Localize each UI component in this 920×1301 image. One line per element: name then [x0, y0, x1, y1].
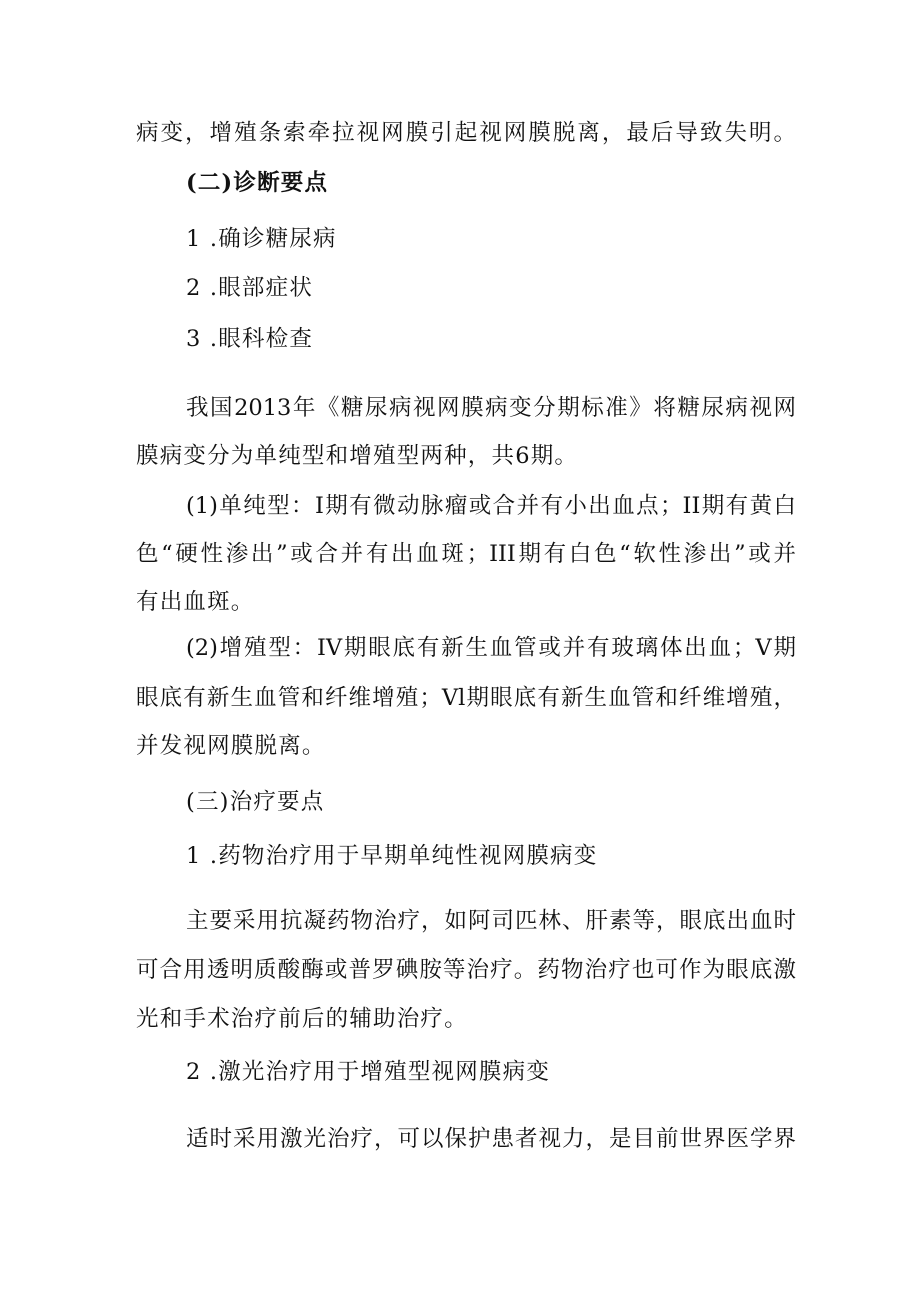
paragraph-line: 病变，增殖条索牵拉视网膜引起视网膜脱离，最后导致失明。 [136, 120, 796, 146]
paragraph-line: 适时采用激光治疗，可以保护患者视力，是目前世界医学界 [186, 1126, 796, 1152]
section-heading-treatment: (三)治疗要点 [186, 789, 325, 815]
paragraph-line: 并发视网膜脱离。 [136, 733, 326, 759]
list-item-laser-therapy: 2 .激光治疗用于增殖型视网膜病变 [186, 1059, 551, 1085]
list-item-confirm-diabetes: 1 .确诊糖尿病 [186, 226, 337, 252]
paragraph-line: 可合用透明质酸酶或普罗碘胺等治疗。药物治疗也可作为眼底激 [136, 957, 796, 983]
paragraph-line: (2)增殖型：IV期眼底有新生血管或并有玻璃体出血；V期 [186, 635, 796, 661]
list-item-eye-exam: 3 .眼科检查 [186, 326, 314, 352]
paragraph-line: (1)单纯型：I期有微动脉瘤或合并有小出血点；II期有黄白 [186, 493, 796, 519]
paragraph-line: 有出血斑。 [136, 589, 255, 615]
paragraph-line: 色“硬性渗出”或合并有出血斑；III期有白色“软性渗出”或并 [136, 541, 796, 567]
paragraph-line: 光和手术治疗前后的辅助治疗。 [136, 1006, 468, 1032]
list-item-drug-therapy: 1 .药物治疗用于早期单纯性视网膜病变 [186, 843, 598, 869]
list-item-eye-symptoms: 2 .眼部症状 [186, 275, 314, 301]
section-heading-diagnosis: (二)诊断要点 [186, 170, 329, 196]
paragraph-line: 主要采用抗凝药物治疗，如阿司匹林、肝素等，眼底出血时 [186, 908, 796, 934]
paragraph-line: 眼底有新生血管和纤维增殖；Vl期眼底有新生血管和纤维增殖， [136, 685, 796, 711]
paragraph-line: 我国2013年《糖尿病视网膜病变分期标准》将糖尿病视网 [186, 395, 796, 421]
paragraph-line: 膜病变分为单纯型和增殖型两种，共6期。 [136, 443, 579, 469]
